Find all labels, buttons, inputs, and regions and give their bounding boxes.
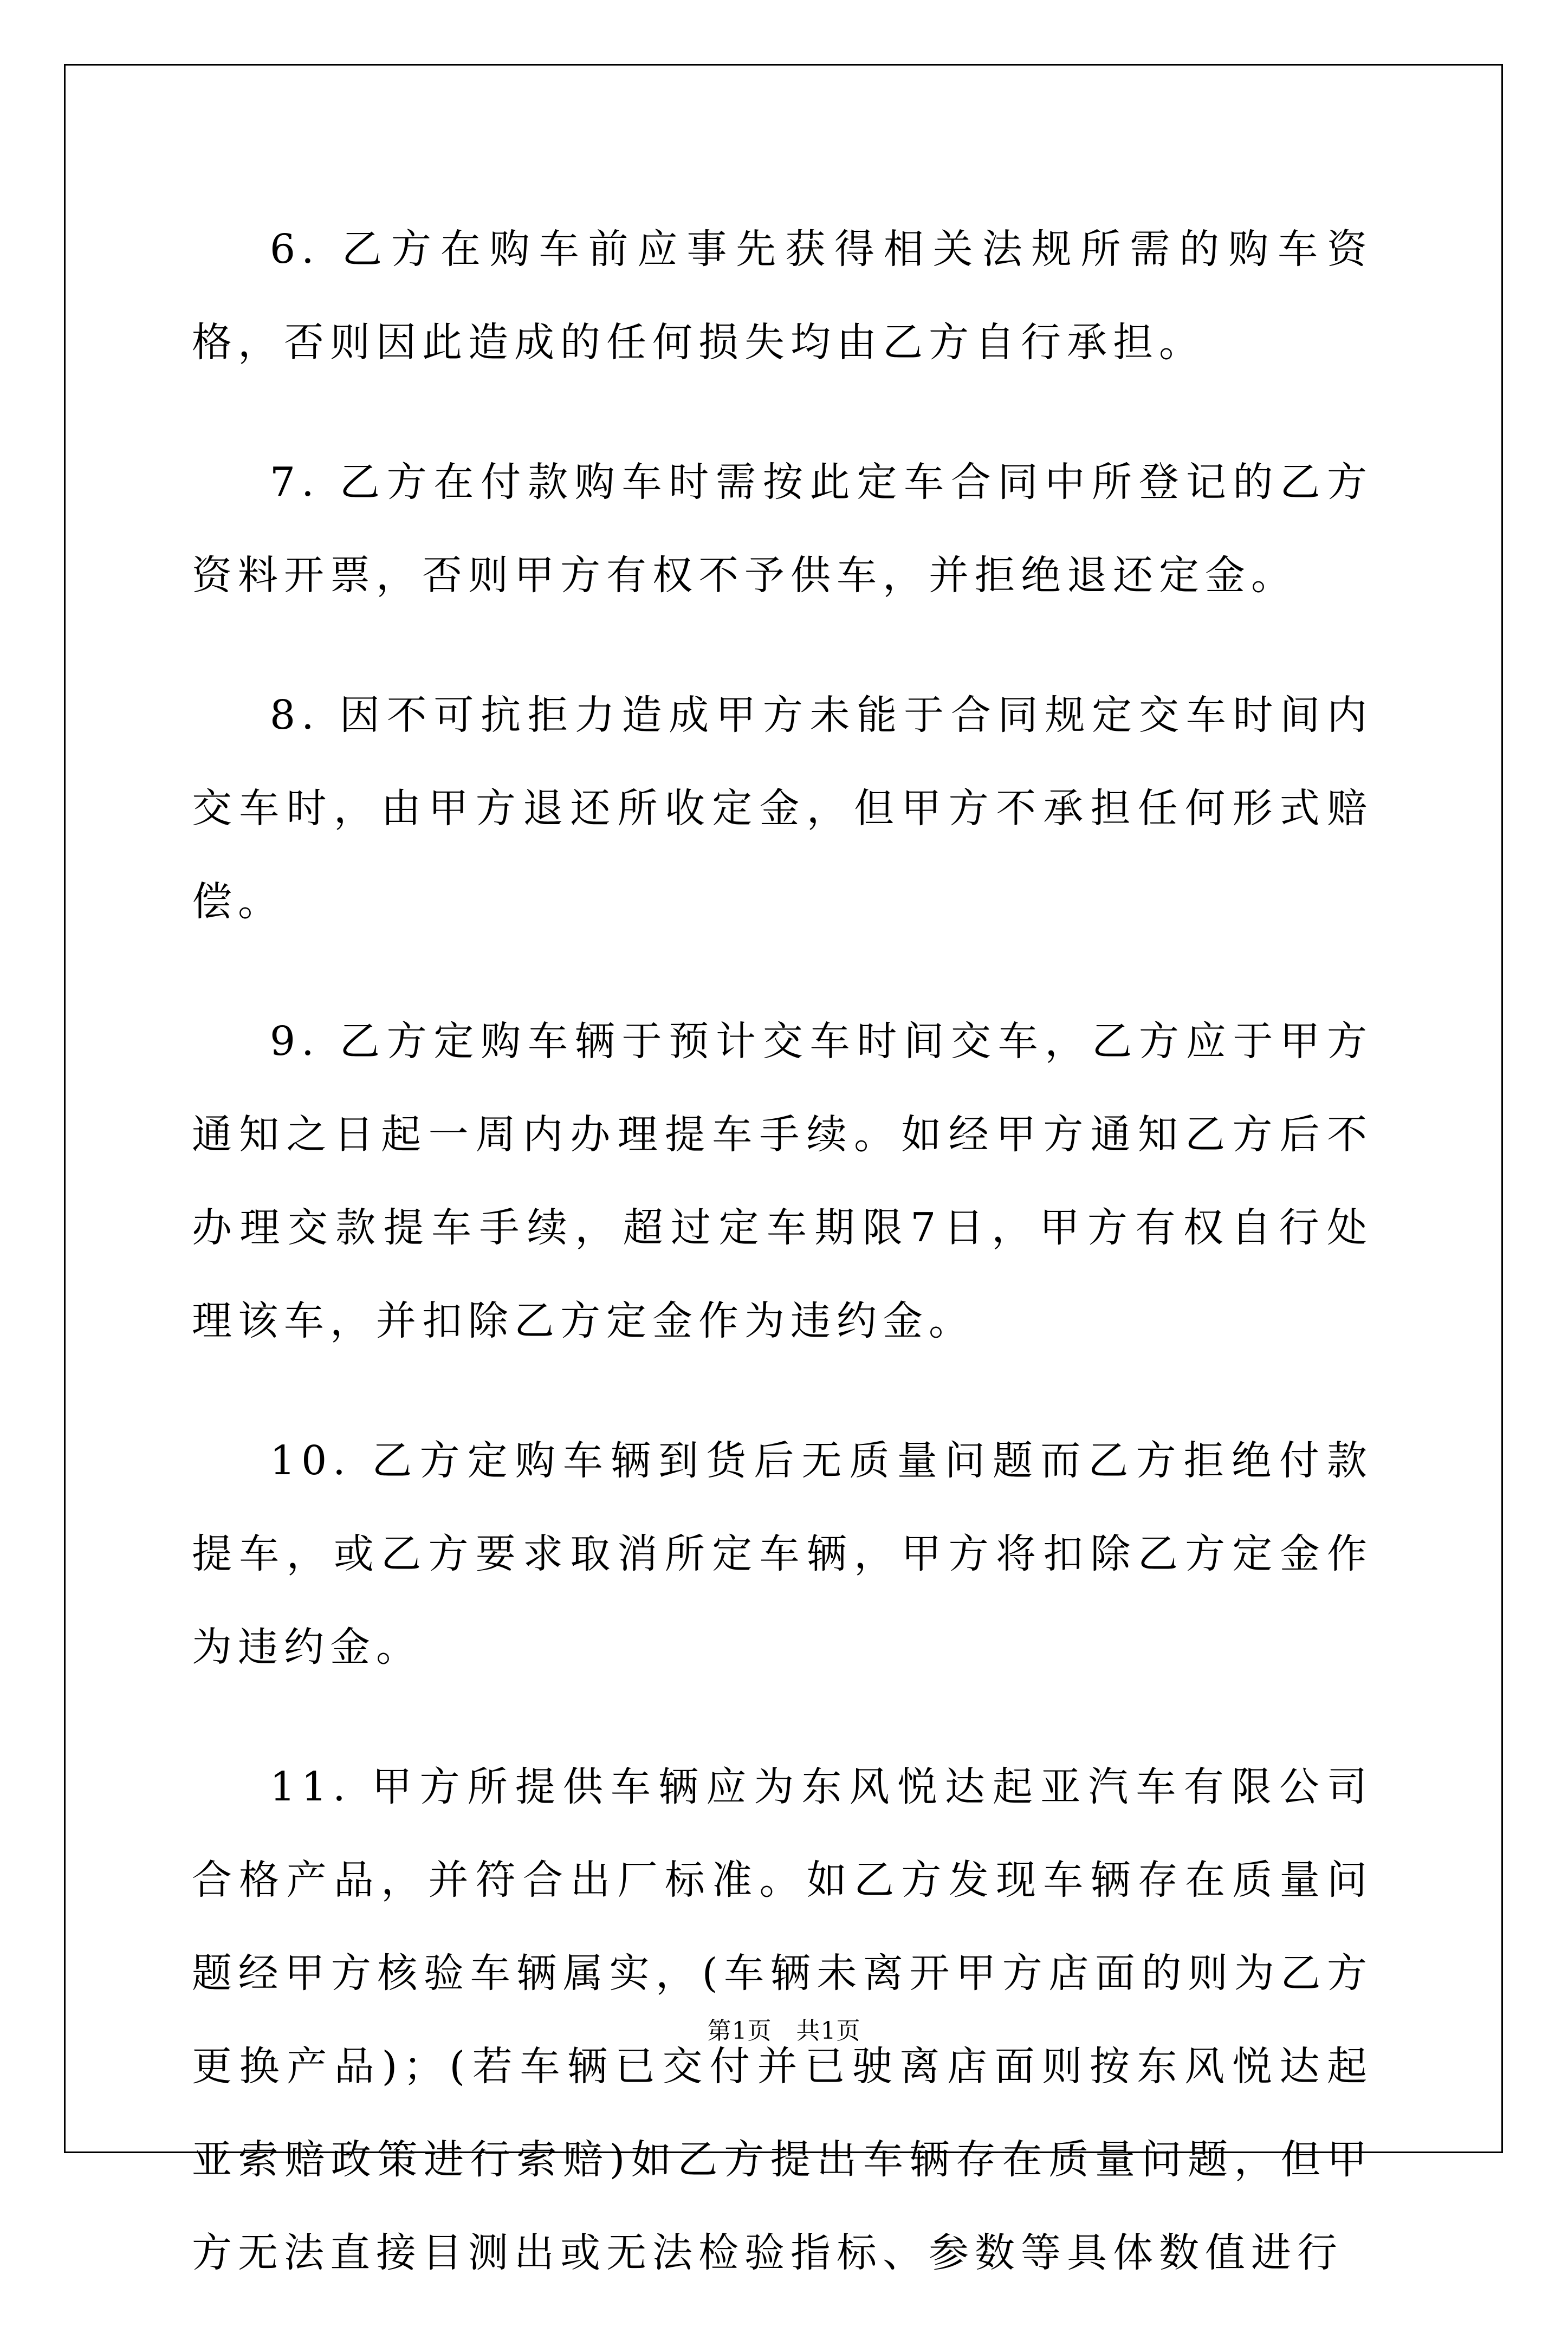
clause-10: 10. 乙方定购车辆到货后无质量问题而乙方拒绝付款提车，或乙方要求取消所定车辆，甲方将扣除乙方定金作为违约金。 <box>192 1437 1373 1670</box>
clause-11: 11. 甲方所提供车辆应为东风悦达起亚汽车有限公司合格产品，并符合出厂标准。如乙方发现车辆存在质量问题经甲方核验车辆属实，(车辆未离开甲方店面的则为乙方更换产品)；(若车辆已交付并已驶离店面则按东风悦达起亚索赔政策进行索赔)如乙方提出车辆存在质量问题，但甲方无法直接目测出或无法检验指标、参数等具体数值进行 <box>192 1764 1373 2276</box>
page-number-footer: 第1页 共1页 <box>707 2017 861 2045</box>
clause-7: 7. 乙方在付款购车时需按此定车合同中所登记的乙方资料开票，否则甲方有权不予供车，并拒绝退还定金。 <box>192 459 1373 599</box>
clause-9: 9. 乙方定购车辆于预计交车时间交车，乙方应于甲方通知之日起一周内办理提车手续。如经甲方通知乙方后不办理交款提车手续，超过定车期限7日，甲方有权自行处理该车，并扣除乙方定金作为违约金。 <box>192 1018 1373 1344</box>
clause-8: 8. 因不可抗拒力造成甲方未能于合同规定交车时间内交车时，由甲方退还所收定金，但甲方不承担任何形式赔偿。 <box>192 692 1373 925</box>
clause-6: 6. 乙方在购车前应事先获得相关法规所需的购车资格，否则因此造成的任何损失均由乙方自行承担。 <box>192 226 1373 366</box>
